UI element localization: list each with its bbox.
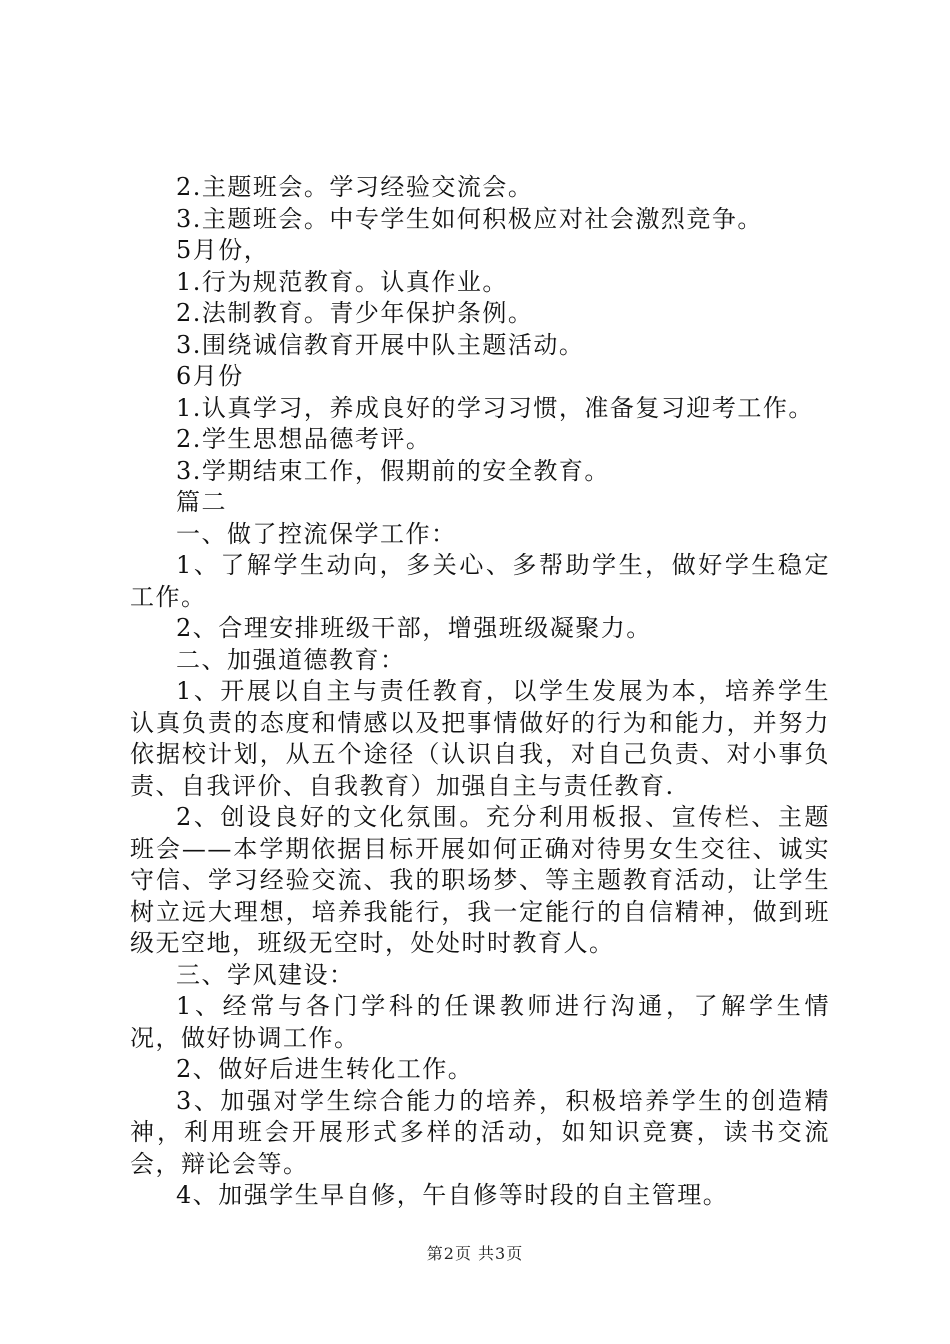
section-heading: 篇二 bbox=[176, 488, 227, 516]
section-heading: 一、做了控流保学工作： bbox=[176, 519, 457, 548]
paragraph: 1.认真学习，养成良好的学习习惯，准备复习迎考工作。 bbox=[176, 393, 814, 422]
paragraph: 1、了解学生动向，多关心、多帮助学生，做好学生稳定工作。 bbox=[130, 551, 830, 611]
paragraph: 2.学生思想品德考评。 bbox=[176, 425, 432, 453]
paragraph: 3.围绕诚信教育开展中队主题活动。 bbox=[176, 330, 585, 359]
document-body bbox=[130, 172, 830, 1212]
paragraph: 4、加强学生早自修，午自修等时段的自主管理。 bbox=[176, 1181, 729, 1209]
section-heading: 二、加强道德教育： bbox=[176, 645, 406, 674]
paragraph: 3.学期结束工作，假期前的安全教育。 bbox=[176, 456, 610, 485]
paragraph: 2.主题班会。学习经验交流会。 bbox=[176, 173, 534, 201]
paragraph: 2.法制教育。青少年保护条例。 bbox=[176, 299, 534, 327]
paragraph: 2、做好后进生转化工作。 bbox=[176, 1055, 474, 1083]
paragraph: 5月份， bbox=[176, 236, 270, 264]
paragraph: 1、经常与各门学科的任课教师进行沟通，了解学生情况，做好协调工作。 bbox=[130, 992, 830, 1052]
paragraph: 2、合理安排班级干部，增强班级凝聚力。 bbox=[176, 614, 652, 642]
paragraph: 1、开展以自主与责任教育，以学生发展为本，培养学生认真负责的态度和情感以及把事情做好的行为和能力，并努力依据校计划，从五个途径（认识自我，对自己负责、对小事负责、自我评价、自我教育）加强自主与责任教育. bbox=[130, 677, 830, 800]
paragraph: 2、创设良好的文化氛围。充分利用板报、宣传栏、主题班会——本学期依据目标开展如何正确对待男女生交往、诚实守信、学习经验交流、我的职场梦、等主题教育活动，让学生树立远大理想，培养我能行，我一定能行的自信精神，做到班级无空地，班级无空时，处处时时教育人。 bbox=[130, 803, 830, 957]
paragraph: 3、加强对学生综合能力的培养，积极培养学生的创造精神，利用班会开展形式多样的活动，如知识竞赛，读书交流会，辩论会等。 bbox=[130, 1086, 830, 1178]
page-footer: 第2页 共3页 bbox=[426, 1244, 524, 1263]
section-heading: 三、学风建设： bbox=[176, 960, 355, 989]
paragraph: 3.主题班会。中专学生如何积极应对社会激烈竞争。 bbox=[176, 204, 763, 233]
paragraph: 6月份 bbox=[176, 362, 244, 390]
paragraph: 1.行为规范教育。认真作业。 bbox=[176, 267, 508, 296]
